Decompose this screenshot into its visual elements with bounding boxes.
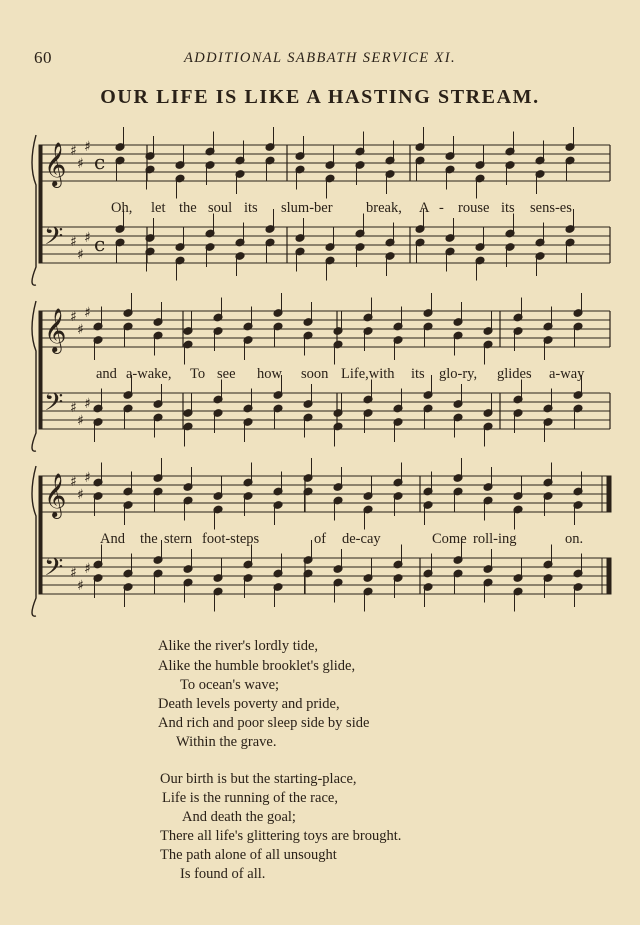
page-number: 60 [34,48,52,67]
sharp-icon: ♯ [84,470,91,486]
lyric-syllable: rouse [458,200,490,216]
sharp-icon: ♯ [84,305,91,321]
common-time-icon: c [94,150,106,174]
lyric-syllable: on. [565,531,584,547]
lyric-syllable: its [411,366,425,382]
verse-line: Alike the humble brooklet's glide, [158,658,356,674]
sharp-icon: ♯ [70,234,77,250]
lyric-syllable: a-wake, [126,366,172,382]
lyric-syllable: soul [208,200,233,216]
sharp-icon: ♯ [84,139,91,155]
lyric-syllable: break, [366,200,402,216]
lyric-line-system-1 [0,200,640,220]
lyric-syllable: roll-ing [473,531,517,547]
sharp-icon: ♯ [70,565,77,581]
lyric-syllable: - [439,200,444,216]
verse-line: Death levels poverty and pride, [158,696,340,712]
lyric-syllable: foot-steps [202,531,260,547]
lyric-syllable: A [419,200,430,216]
treble-clef-icon: 𝄞 [44,142,67,186]
hymn-title: OUR LIFE IS LIKE A HASTING STREAM. [100,86,540,108]
lyric-syllable: let [151,200,166,216]
lyric-syllable: the [179,200,197,216]
lyric-syllable: its [244,200,258,216]
verse-line: And rich and poor sleep side by side [158,715,370,731]
bass-clef-icon: 𝄢 [44,222,64,257]
sharp-icon: ♯ [84,561,91,577]
lyric-syllable: de-cay [342,531,381,547]
treble-clef-icon: 𝄞 [44,308,67,352]
sharp-icon: ♯ [77,156,84,172]
lyric-line-system-2 [0,366,640,386]
final-barline [607,558,611,594]
lyric-syllable: its [501,200,515,216]
sharp-icon: ♯ [77,487,84,503]
lyric-syllable: how [257,366,282,382]
treble-clef-icon: 𝄞 [44,473,67,517]
lyric-syllable: To [190,366,206,382]
lyric-syllable: a-way [549,366,585,382]
common-time-icon: c [94,232,106,256]
bass-clef-icon: 𝄢 [44,388,64,423]
verse-line: Our birth is but the starting-place, [160,771,357,787]
lyric-syllable: Come [432,531,467,547]
verse-line: Alike the river's lordly tide, [158,638,319,654]
lyric-syllable: stern [164,531,193,547]
bass-clef-icon: 𝄢 [44,553,64,588]
lyric-syllable: the [140,531,158,547]
final-barline [607,476,611,512]
verse-line: And death the goal; [182,809,296,825]
sharp-icon: ♯ [70,474,77,490]
lyric-syllable: soon [301,366,329,382]
verse-line: Within the grave. [176,734,277,750]
sharp-icon: ♯ [70,143,77,159]
sharp-icon: ♯ [70,400,77,416]
lyric-syllable: sens-es [530,200,572,216]
lyric-syllable: glo-ry, [439,366,478,382]
sharp-icon: ♯ [77,322,84,338]
verse-line: There all life's glittering toys are brought. [160,828,402,844]
lyric-syllable: And [100,531,125,547]
lyric-syllable: and [96,366,117,382]
lyric-syllable: of [314,531,327,547]
sharp-icon: ♯ [77,247,84,263]
sharp-icon: ♯ [70,309,77,325]
verse-line: Life is the running of the race, [162,790,338,806]
lyric-syllable: see [217,366,236,382]
lyric-syllable: Life,with [341,366,395,382]
sharp-icon: ♯ [84,230,91,246]
lyric-syllable: slum-ber [281,200,333,216]
sharp-icon: ♯ [77,413,84,429]
verse-line: Is found of all. [180,866,266,882]
verse-line: The path alone of all unsought [160,847,337,863]
running-head: ADDITIONAL SABBATH SERVICE XI. [183,50,457,66]
verse-line: To ocean's wave; [180,677,280,693]
lyric-syllable: Oh, [111,200,133,216]
sharp-icon: ♯ [77,578,84,594]
lyric-line-system-3 [0,531,640,551]
sharp-icon: ♯ [84,396,91,412]
lyric-syllable: glides [497,366,532,382]
